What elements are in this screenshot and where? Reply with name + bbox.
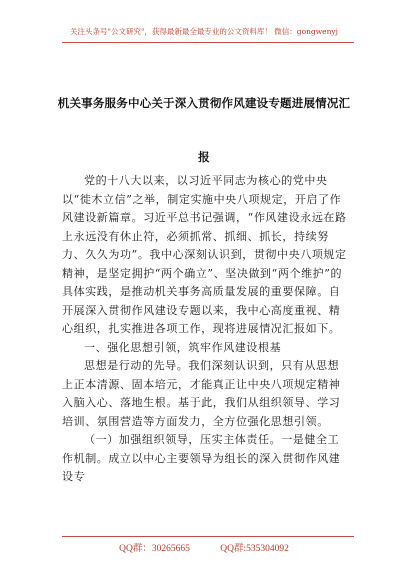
- section-heading: 一、强化思想引领，筑牢作风建设根基: [84, 340, 282, 354]
- subsection-paragraph: （一）加强组织领导，压实主体责任。一是健全工作机制。成立以中心主要领导为组长的深入贯彻作风建设专: [62, 433, 341, 483]
- footer-qq-group-2: QQ群:535304092: [220, 544, 289, 554]
- document-title-line-1: 机关事务服务中心关于深入贯彻作风建设专题进展情况汇: [57, 96, 351, 110]
- footer-divider: [62, 536, 354, 537]
- footer-qq-group-1: QQ群：30265665: [119, 544, 190, 554]
- document-title-line-2: 报: [198, 150, 210, 164]
- document-body: [62, 172, 348, 487]
- intro-paragraph: 党的十八大以来，以习近平同志为核心的党中央以“徙木立信”之举，制定实施中央八项规定，开启了作风建设新篇章。习近平总书记强调，“作风建设永远在路上永远没有休止符，必须抓常、抓细、抓长，持续努力、久久为功”。我中心深刻认识到，贯彻中央八项规定精神，是坚定拥护“两个确立”、坚决做到“两个维护”的具体实践，是推动机关事务高质量发展的重要保障。自开展深入贯彻作风建设专题以来，我中心高度重视、精心组织，扎实推进各项工作，现将进展情况汇报如下。: [62, 174, 347, 335]
- header-promo-text: 关注头条号"公文研究"，获得最新最全最专业的公文资料库！ 微信：gongwenyj: [70, 27, 338, 36]
- section-paragraph: 思想是行动的先导。我们深刻认识到，只有从思想上正本清源、固本培元，才能真正让中央八项规定精神入脑入心、落地生根。基于此，我们从组织领导、学习培训、氛围营造等方面发力，全方位强化思想引领。: [62, 359, 341, 428]
- header-divider: [62, 42, 354, 43]
- footer: [0, 540, 408, 554]
